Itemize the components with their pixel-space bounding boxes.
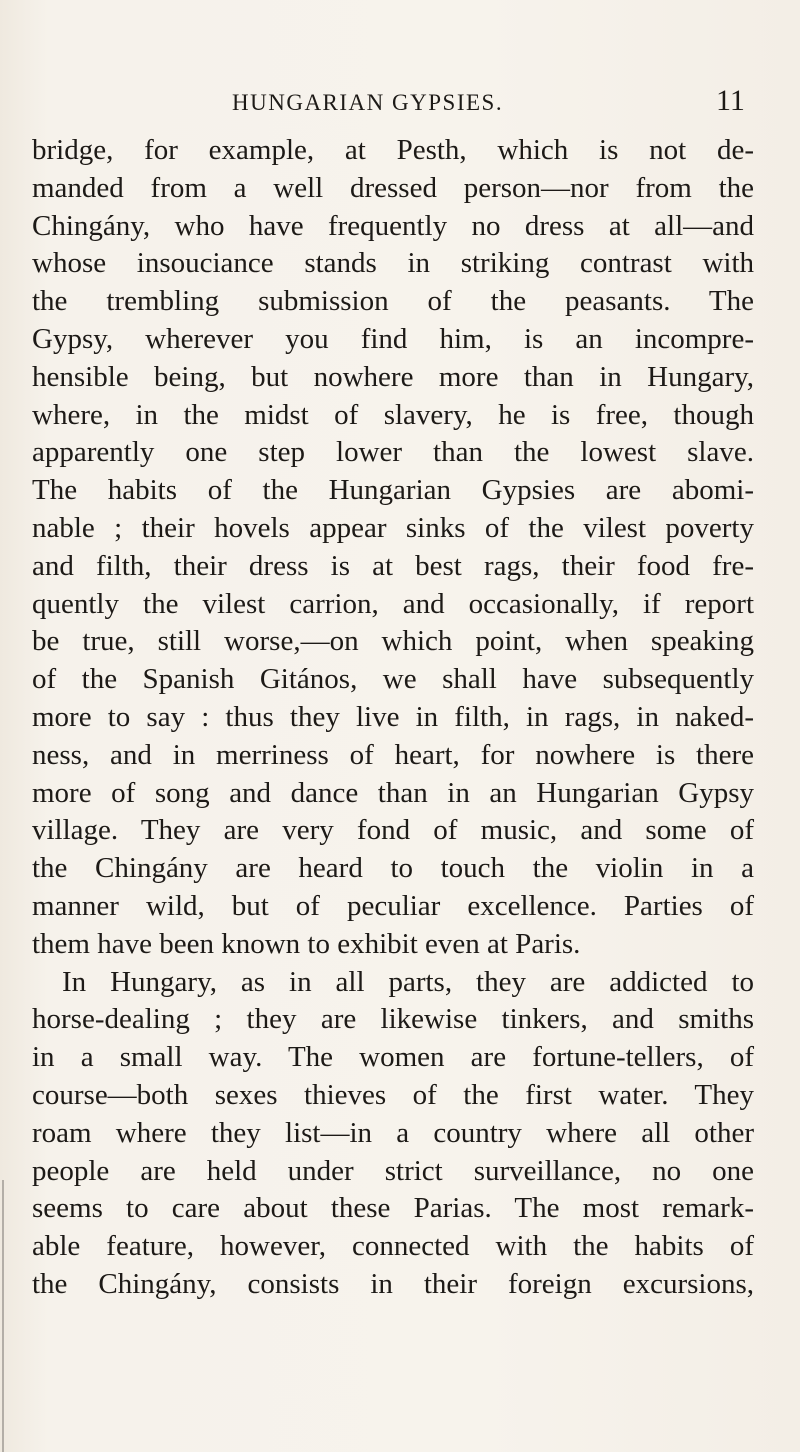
text-line: hensible being, but nowhere more than in Hungary,	[32, 360, 754, 393]
text-line: in a small way. The women are fortune-tellers, of	[32, 1041, 754, 1074]
text-line: manded from a well dressed person—nor from the	[32, 171, 754, 204]
text-line: them have been known to exhibit even at Paris.	[32, 927, 581, 960]
text-line: Gypsy, wherever you find him, is an incompre-	[32, 322, 754, 355]
text-line: roam where they list—in a country where all other	[32, 1116, 754, 1149]
text-line: manner wild, but of peculiar excellence. Parties of	[32, 889, 754, 922]
page-number: 11	[716, 84, 745, 117]
text-line: village. They are very fond of music, and some of	[32, 814, 754, 847]
text-line: seems to care about these Parias. The most remark-	[32, 1192, 754, 1225]
text-line: the Chingány are heard to touch the violin in a	[32, 852, 754, 885]
text-line: the Chingány, consists in their foreign excursions,	[32, 1267, 754, 1300]
page-header	[0, 84, 800, 130]
text-line: In Hungary, as in all parts, they are addicted to	[62, 965, 754, 998]
text-line: of the Spanish Gitános, we shall have subsequently	[32, 663, 754, 696]
text-line: people are held under strict surveillance, no one	[32, 1154, 754, 1187]
text-line: course—both sexes thieves of the first water. They	[32, 1078, 754, 1111]
text-line: horse-dealing ; they are likewise tinkers, and smiths	[32, 1003, 754, 1036]
text-line: and filth, their dress is at best rags, their food fre-	[32, 549, 754, 582]
text-line: the trembling submission of the peasants. The	[32, 285, 754, 318]
body-text	[32, 132, 754, 1304]
text-line: The habits of the Hungarian Gypsies are abomi-	[32, 474, 754, 507]
text-line: ness, and in merriness of heart, for nowhere is there	[32, 738, 754, 771]
text-line: where, in the midst of slavery, he is free, though	[32, 398, 754, 431]
text-line: more to say : thus they live in filth, in rags, in naked-	[32, 700, 754, 733]
text-line: Chingány, who have frequently no dress at all—and	[32, 209, 754, 242]
margin-mark	[2, 1180, 4, 1452]
text-line: able feature, however, connected with the habits of	[32, 1230, 754, 1263]
text-line: more of song and dance than in an Hungarian Gypsy	[32, 776, 754, 809]
running-title: HUNGARIAN GYPSIES.	[232, 90, 504, 115]
text-line: apparently one step lower than the lowest slave.	[32, 436, 754, 469]
text-line: nable ; their hovels appear sinks of the vilest poverty	[32, 511, 754, 544]
text-line: quently the vilest carrion, and occasionally, if report	[32, 587, 754, 620]
text-line: whose insouciance stands in striking contrast with	[32, 247, 754, 280]
text-line: be true, still worse,—on which point, when speaking	[32, 625, 754, 658]
text-line: bridge, for example, at Pesth, which is not de-	[32, 134, 754, 166]
